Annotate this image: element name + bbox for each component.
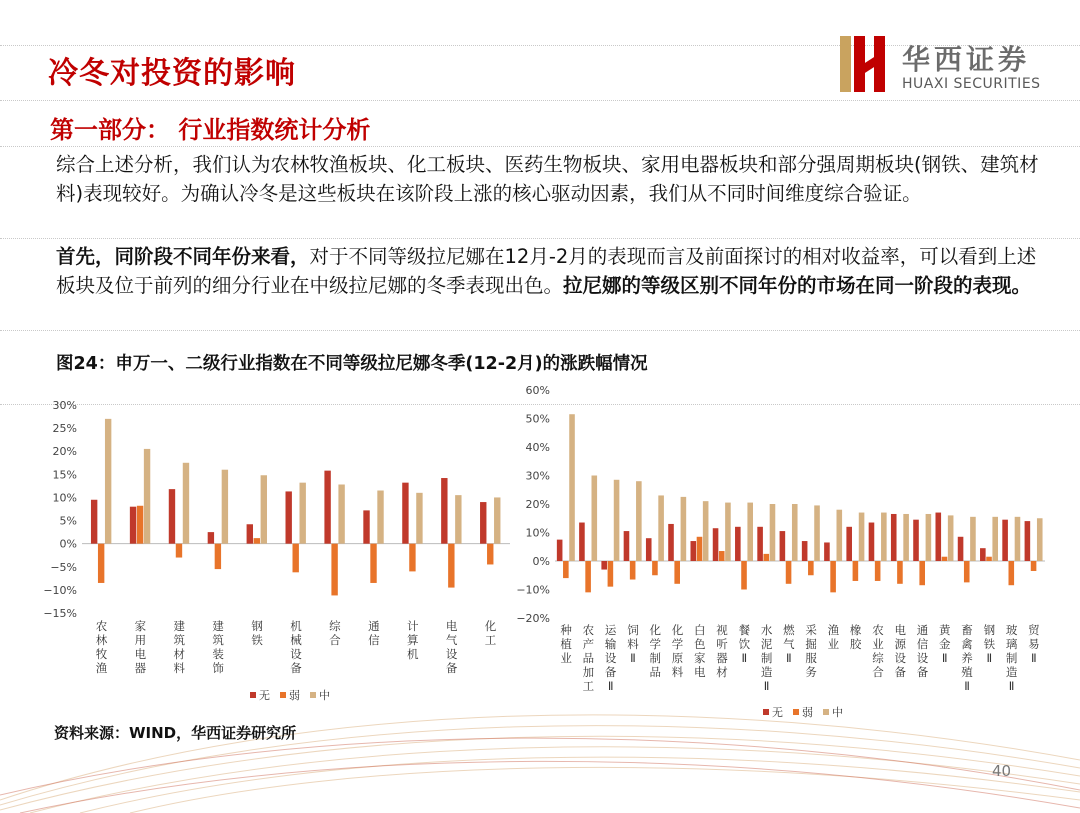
figure-title: 图24：申万一、二级行业指数在不同等级拉尼娜冬季(12-2月)的涨跌幅情况 bbox=[56, 354, 648, 374]
bar-none bbox=[91, 500, 97, 544]
bar-none bbox=[286, 491, 292, 543]
logo-chinese-name: 华西证券 bbox=[902, 43, 1031, 76]
bar-none bbox=[735, 527, 741, 561]
emphasis-text: 首先，同阶段不同年份来看， bbox=[56, 245, 310, 268]
bar-mid bbox=[1015, 517, 1021, 561]
y-tick-label: 0% bbox=[532, 555, 550, 568]
bar-mid bbox=[614, 480, 620, 561]
bar-none bbox=[646, 538, 652, 561]
y-tick-label: 30% bbox=[52, 399, 77, 412]
category-label: 农林牧渔 bbox=[95, 619, 108, 675]
bar-weak bbox=[370, 544, 376, 583]
category-label: 视听器材 bbox=[716, 623, 728, 679]
bar-mid bbox=[881, 513, 887, 561]
y-tick-label: 10% bbox=[525, 526, 550, 540]
bar-mid bbox=[183, 463, 189, 544]
bar-weak bbox=[853, 561, 859, 581]
legend-swatch bbox=[823, 709, 829, 715]
bar-none bbox=[869, 523, 875, 561]
body-text: 对于不同等级拉尼娜在12月-2月的表现而言及前面探讨的相对收益率，可以看到上述板块及位于前列的细分行业在中级拉尼娜的冬季表现出色。 bbox=[56, 245, 1037, 297]
category-label: 机械设备 bbox=[290, 619, 302, 675]
legend-swatch bbox=[793, 709, 799, 715]
bar-weak bbox=[1031, 561, 1037, 571]
paragraph-analysis bbox=[56, 242, 1041, 300]
bar-mid bbox=[455, 495, 461, 544]
bar-none bbox=[130, 507, 136, 544]
bar-weak bbox=[786, 561, 792, 584]
bar-none bbox=[713, 528, 719, 561]
category-label: 玻璃制造 Ⅱ bbox=[1005, 623, 1018, 693]
bar-none bbox=[958, 537, 964, 561]
bar-mid bbox=[416, 493, 422, 544]
bar-mid bbox=[837, 510, 843, 561]
bar-mid bbox=[903, 514, 909, 561]
bar-none bbox=[324, 471, 330, 544]
bar-mid bbox=[338, 485, 344, 544]
y-tick-label: 50% bbox=[525, 412, 550, 426]
bar-weak bbox=[897, 561, 903, 584]
guide-line bbox=[0, 146, 1080, 147]
bar-weak bbox=[98, 544, 104, 583]
page-number: 40 bbox=[992, 762, 1012, 780]
category-label: 农业综合 bbox=[872, 623, 884, 679]
bar-weak bbox=[719, 551, 725, 561]
category-label: 钢铁 Ⅱ bbox=[983, 623, 996, 665]
bar-none bbox=[846, 527, 852, 561]
legend-swatch bbox=[310, 692, 316, 698]
bar-weak bbox=[808, 561, 814, 575]
bar-none bbox=[824, 542, 830, 561]
bar-none bbox=[557, 540, 563, 561]
bar-mid bbox=[948, 515, 954, 561]
bar-mid bbox=[569, 414, 575, 561]
bar-none bbox=[690, 541, 696, 561]
bar-mid bbox=[792, 504, 798, 561]
bar-none bbox=[668, 524, 674, 561]
bar-mid bbox=[703, 501, 709, 561]
bar-none bbox=[1002, 520, 1008, 561]
bar-mid bbox=[144, 449, 150, 544]
bar-mid bbox=[725, 503, 731, 561]
category-label: 化学制品 bbox=[649, 623, 661, 679]
company-logo bbox=[840, 36, 1060, 98]
category-label: 水泥制造 Ⅱ bbox=[760, 623, 773, 693]
paragraph-summary: 综合上述分析，我们认为农林牧渔板块、化工板块、医药生物板块、家用电器板块和部分强周期板块(钢铁、建筑材料)表现较好。为确认冷冬是这些板块在该阶段上涨的核心驱动因素，我们从不同时间维度综合验证。 bbox=[56, 153, 1039, 205]
bar-mid bbox=[1037, 518, 1043, 561]
bar-weak bbox=[630, 561, 636, 580]
bar-none bbox=[601, 561, 607, 570]
y-tick-label: −10% bbox=[43, 583, 77, 597]
category-label: 餐饮 Ⅱ bbox=[738, 623, 751, 665]
bar-weak bbox=[652, 561, 658, 575]
bar-weak bbox=[563, 561, 569, 578]
bar-weak bbox=[741, 561, 747, 590]
category-label: 种植业 bbox=[560, 623, 572, 665]
category-label: 化学原料 bbox=[671, 623, 684, 679]
bar-none bbox=[757, 527, 763, 561]
y-tick-label: 5% bbox=[59, 514, 77, 528]
bar-weak bbox=[697, 537, 703, 561]
category-label: 通信 bbox=[368, 619, 380, 647]
bar-weak bbox=[176, 544, 182, 558]
bar-weak bbox=[137, 506, 143, 544]
y-tick-label: 30% bbox=[525, 469, 550, 483]
category-label: 畜禽养殖 Ⅱ bbox=[961, 623, 973, 693]
guide-line bbox=[0, 330, 1080, 331]
bar-mid bbox=[105, 419, 111, 544]
legend-swatch bbox=[763, 709, 769, 715]
category-label: 钢铁 bbox=[251, 619, 263, 647]
bar-none bbox=[913, 520, 919, 561]
bar-none bbox=[441, 478, 447, 544]
legend-label: 中 bbox=[832, 706, 843, 719]
bar-none bbox=[247, 524, 253, 543]
y-tick-label: 60% bbox=[525, 384, 550, 397]
bar-mid bbox=[970, 517, 976, 561]
category-label: 电气设备 bbox=[445, 619, 458, 675]
y-tick-label: 15% bbox=[52, 468, 77, 482]
category-label: 通信设备 bbox=[916, 623, 929, 679]
bar-weak bbox=[448, 544, 454, 588]
bar-none bbox=[624, 531, 630, 561]
bar-none bbox=[579, 523, 585, 561]
bar-mid bbox=[747, 503, 753, 561]
y-tick-label: 20% bbox=[52, 445, 77, 459]
bar-weak bbox=[964, 561, 970, 582]
chart-industry-level1 bbox=[40, 390, 510, 710]
bar-none bbox=[402, 483, 408, 544]
bar-weak bbox=[293, 544, 299, 573]
bar-mid bbox=[377, 491, 383, 544]
bar-weak bbox=[331, 544, 337, 596]
legend-label: 无 bbox=[772, 706, 783, 719]
bar-weak bbox=[674, 561, 680, 584]
category-label: 橡胶 bbox=[849, 623, 862, 651]
bar-weak bbox=[919, 561, 925, 585]
category-label: 电源设备 bbox=[894, 623, 906, 679]
section-subtitle: 第一部分： 行业指数统计分析 bbox=[50, 115, 371, 144]
bar-mid bbox=[681, 497, 687, 561]
huaxi-logo-icon bbox=[840, 36, 890, 92]
category-label: 综合 bbox=[329, 619, 341, 647]
y-tick-label: −5% bbox=[50, 560, 77, 574]
bar-weak bbox=[487, 544, 493, 565]
emphasis-text: 拉尼娜的等级区别不同年份的市场在同一阶段的表现。 bbox=[563, 274, 1032, 297]
bar-none bbox=[780, 531, 786, 561]
legend-label: 中 bbox=[319, 689, 330, 702]
bar-weak bbox=[942, 557, 948, 561]
legend-swatch bbox=[250, 692, 256, 698]
bar-mid bbox=[770, 504, 776, 561]
bar-mid bbox=[261, 475, 267, 543]
y-tick-label: −10% bbox=[516, 583, 550, 597]
bar-weak bbox=[215, 544, 221, 569]
bar-mid bbox=[300, 483, 306, 544]
source-note: 资料来源：WIND，华西证券研究所 bbox=[54, 724, 297, 742]
guide-line bbox=[0, 100, 1080, 101]
bar-mid bbox=[592, 476, 598, 562]
bar-weak bbox=[830, 561, 836, 592]
page-title: 冷冬对投资的影响 bbox=[48, 56, 296, 91]
bar-mid bbox=[658, 495, 664, 561]
category-label: 渔业 bbox=[827, 623, 840, 651]
category-label: 化工 bbox=[484, 619, 497, 647]
bar-none bbox=[208, 532, 214, 544]
category-label: 采掘服务 bbox=[805, 623, 817, 679]
bar-weak bbox=[608, 561, 614, 587]
category-label: 贸易 Ⅱ bbox=[1028, 623, 1040, 665]
bar-none bbox=[1025, 521, 1031, 561]
bar-weak bbox=[986, 557, 992, 561]
bar-weak bbox=[409, 544, 415, 572]
bar-mid bbox=[814, 505, 820, 561]
category-label: 饲料 Ⅱ bbox=[627, 623, 639, 665]
guide-line bbox=[0, 238, 1080, 239]
bar-weak bbox=[254, 538, 260, 544]
bar-none bbox=[480, 502, 486, 544]
bar-none bbox=[802, 541, 808, 561]
category-label: 白色家电 bbox=[694, 623, 706, 679]
bar-mid bbox=[494, 497, 500, 543]
bar-none bbox=[363, 510, 369, 543]
bar-none bbox=[935, 513, 941, 561]
y-tick-label: 25% bbox=[52, 422, 77, 436]
category-label: 建筑装饰 bbox=[212, 619, 224, 675]
y-tick-label: 20% bbox=[525, 498, 550, 511]
logo-english-name: HUAXI SECURITIES bbox=[902, 76, 1041, 92]
legend-label: 弱 bbox=[289, 689, 300, 702]
bar-mid bbox=[926, 514, 932, 561]
bar-none bbox=[169, 489, 175, 544]
bar-mid bbox=[859, 513, 865, 561]
bar-mid bbox=[222, 470, 228, 544]
y-tick-label: −15% bbox=[43, 607, 77, 620]
y-tick-label: 10% bbox=[52, 491, 77, 505]
y-tick-label: 40% bbox=[525, 441, 550, 454]
category-label: 燃气 Ⅱ bbox=[783, 623, 795, 665]
category-label: 计算机 bbox=[406, 619, 419, 661]
chart-industry-level2 bbox=[515, 378, 1055, 723]
bar-weak bbox=[1008, 561, 1014, 585]
legend-label: 弱 bbox=[802, 706, 813, 719]
bar-mid bbox=[636, 481, 642, 561]
category-label: 建筑材料 bbox=[173, 619, 186, 675]
bar-none bbox=[980, 548, 986, 561]
category-label: 农产品加工 bbox=[582, 623, 595, 693]
bar-weak bbox=[763, 554, 769, 561]
category-label: 家用电器 bbox=[134, 619, 147, 675]
legend-label: 无 bbox=[259, 689, 270, 702]
y-tick-label: 0% bbox=[59, 537, 77, 551]
legend-swatch bbox=[280, 692, 286, 698]
bar-none bbox=[891, 514, 897, 561]
y-tick-label: −20% bbox=[516, 612, 550, 625]
bar-mid bbox=[992, 517, 998, 561]
bar-weak bbox=[875, 561, 881, 581]
category-label: 运输设备 Ⅱ bbox=[604, 623, 617, 693]
bar-weak bbox=[585, 561, 591, 592]
category-label: 黄金 Ⅱ bbox=[939, 623, 951, 665]
